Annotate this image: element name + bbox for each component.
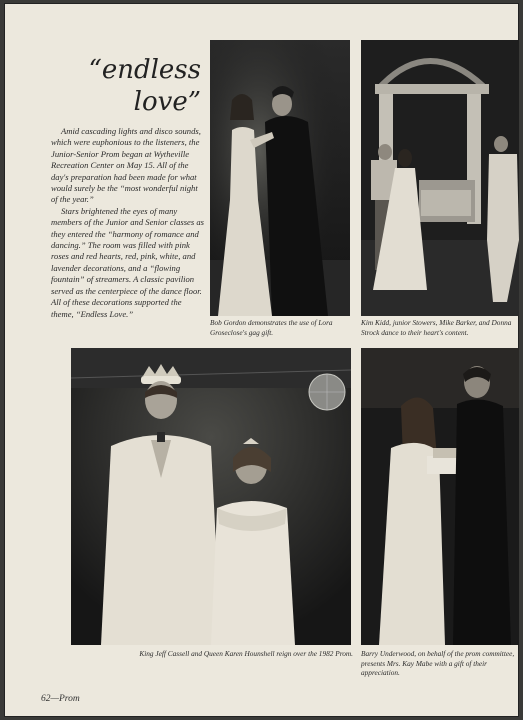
caption-gift-presentation: Barry Underwood, on behalf of the prom committee, presents Mrs. Kay Mabe with a gift of their appreciation. — [361, 649, 515, 677]
title-line-2: love” — [133, 87, 201, 117]
photo-gift-presentation — [361, 348, 519, 645]
photo-gag-gift — [210, 40, 350, 316]
caption-pavilion-dance: Kim Kidd, junior Stowers, Mike Barker, and Donna Strock dance to their heart's content. — [361, 318, 512, 337]
photo-gag-gift-image — [210, 40, 350, 316]
photo-king-queen — [71, 348, 351, 645]
yearbook-page — [4, 3, 519, 717]
photo-pavilion-dance-image — [361, 40, 519, 316]
photo-gift-presentation-image — [361, 348, 519, 645]
article-paragraph-2: Stars brightened the eyes of many members of the Junior and Senior classes as they entered the “harmony of romance and dancing.” The room was filled with pink roses and red hearts, red, pink, white, and lavender decorations, and a “flowing fountain” of streamers. A classic pavilion served as the centerpiece of the dance floor. All of these decorations supported the theme, “Endless Love.” — [51, 205, 205, 319]
title-line-1: “endless — [88, 55, 201, 85]
caption-king-queen: King Jeff Cassell and Queen Karen Hounshell reign over the 1982 Prom. — [139, 649, 353, 658]
page-title — [63, 54, 201, 118]
photo-pavilion-dance — [361, 40, 519, 316]
caption-gag-gift: Bob Gordon demonstrates the use of Lora Groseclose's gag gift. — [210, 318, 333, 337]
photo-king-queen-image — [71, 348, 351, 645]
article-body — [51, 126, 205, 320]
article-paragraph-1: Amid cascading lights and disco sounds, which were euphonious to the listeners, the Junior-Senior Prom began at Wytheville Recreation Center on May 15. All of the day's preparation had been made for what would surely be the “most wonderful night of the year.” — [51, 126, 201, 205]
page-number: 62—Prom — [41, 694, 80, 704]
